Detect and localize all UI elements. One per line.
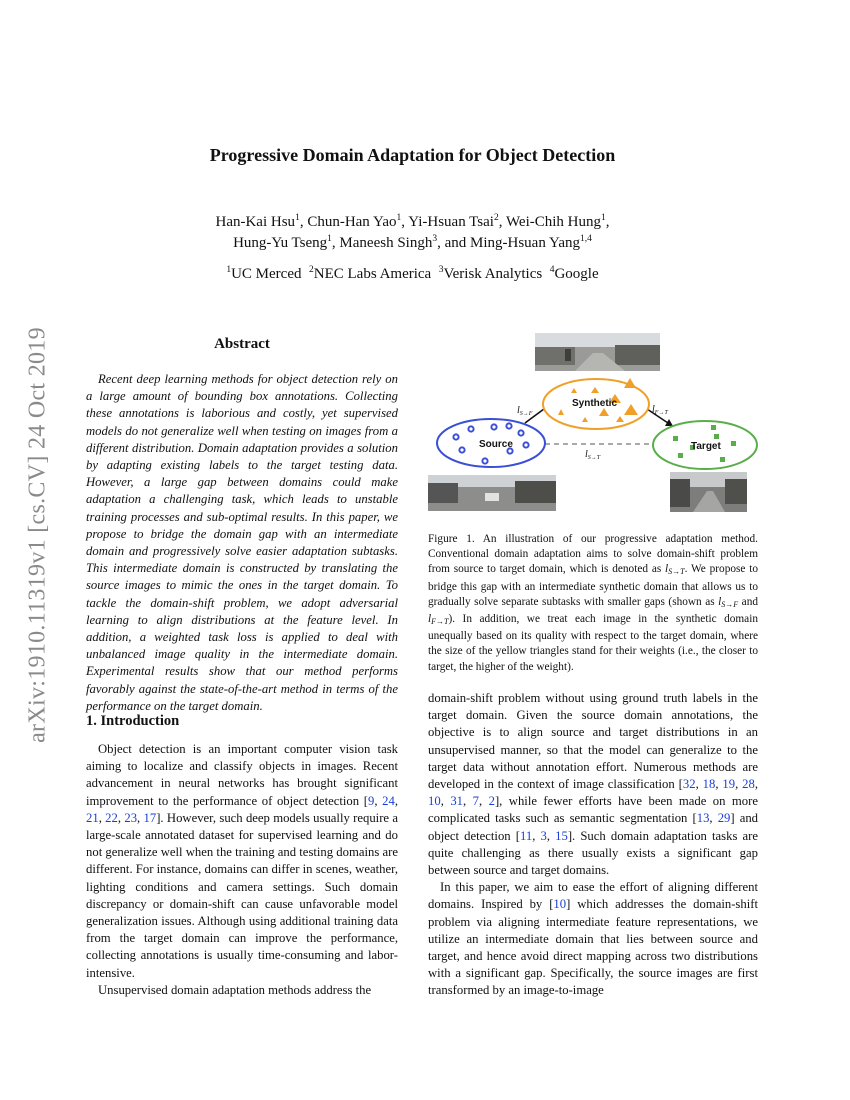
loss-label-sf: $l_{S\to F}$ <box>517 405 533 417</box>
target-photo <box>670 472 747 512</box>
citation-link[interactable]: 2 <box>488 794 495 809</box>
abstract-heading: Abstract <box>214 336 270 352</box>
affiliation: $^1$UC Merced <box>226 265 302 282</box>
abstract-text: Recent deep learning methods for object detection rely on a large amount of bounding box annotations. Collecting these annotations is laborious and costly, yet supervised models do not generalize well when testing on images from a different distribution. Domain adaptation provides a solution by adapting existing labels to the target testing data. However, a large gap between domains could make adaptation a challenging task, which leads to unstable training processes and sub-optimal results. In this paper, we propose to bridge the domain gap with an intermediate domain and progressively solve easier adaptation subtasks. This intermediate domain is constructed by translating the source images to mimic the ones in the target domain. To tackle the domain-shift problem, we adopt adversarial learning to align distributions at the feature level. In addition, a weighted task loss is applied to deal with unbalanced image quality in the intermediate domain. Experimental results show that our method performs favorably against the state-of-the-art method in terms of the performance on the target domain. <box>86 372 398 713</box>
citation-link[interactable]: 18 <box>702 777 716 792</box>
citation-link[interactable]: 15 <box>555 828 568 843</box>
citation-link[interactable]: 28 <box>742 777 755 792</box>
source-label: Source <box>479 439 513 450</box>
figure-1 <box>425 333 760 513</box>
citation-link[interactable]: 24 <box>382 793 395 808</box>
author: Yi-Hsuan Tsai$^2$ <box>408 213 499 230</box>
citation-link[interactable]: 7 <box>472 794 479 809</box>
affiliation: $^2$NEC Labs America <box>309 265 432 282</box>
paper-title: Progressive Domain Adaptation for Object Detection <box>209 145 616 165</box>
author: Chun-Han Yao$^1$ <box>307 213 402 230</box>
author: Ming-Hsuan Yang$^{1,4}$ <box>470 234 592 251</box>
loss-label-st: $l_{S\to T}$ <box>585 449 601 461</box>
citation-link[interactable]: 19 <box>722 777 736 792</box>
introduction-heading: 1. Introduction <box>86 713 180 729</box>
citation-link[interactable]: 10 <box>428 794 441 809</box>
loss-label-ft: $l_{F\to T}$ <box>652 404 668 416</box>
arxiv-identifier-text: arXiv:1910.11319v1 [cs.CV] 24 Oct 2019 <box>24 327 51 743</box>
citation-link[interactable]: 13 <box>696 811 710 826</box>
citation-link[interactable]: 22 <box>105 810 118 825</box>
figure-1-caption: Figure 1. An illustration of our progressive adaptation method. Conventional domain adaptation aims to solve domain-shift problem from source to target domain, which is denoted as $l_{S\to T}$. We propose to bridge this gap with an intermediate synthetic domain that allows us to gradually solve separate subtasks with smaller gaps (shown as $l_{S\to F}$ and $l_{F\to T}$). In addition, we treat each image in the synthetic domain unequally based on its quality with respect to the target domain, where the size of the yellow triangles stand for their weights (i.e., the closer to target, the higher of the weight). <box>428 533 758 673</box>
paragraph: Object detection is an important computer vision task aiming to localize and classify objects in images. Recent advancement in neural networks has brought significant improvement to the performance of object detection [9, 24, 21, 22, 23, 17]. However, such deep models usually require a large-scale annotated dataset for supervised learning and do not generalize well when the training and testing domains are different. For instance, domains can differ in scenes, weather, lighting conditions and camera settings. Such domain discrepancy or domain-shift can cause unfavorable model generalization issues. Although using additional training data from the target domain can improve the performance, collecting annotations is usually time-consuming and labor-intensive. <box>86 742 399 980</box>
author: Hung-Yu Tseng$^1$ <box>233 234 332 251</box>
author-list: Han-Kai Hsu$^1$, Chun-Han Yao$^1$, Yi-Hsuan Tsai$^2$, Wei-Chih Hung$^1$, Hung-Yu Tseng$^1$, Maneesh Singh$^3$, and Ming-Hsuan Yang$^{1,4}$ <box>215 213 610 251</box>
introduction-body <box>86 741 398 999</box>
affiliation: $^4$Google <box>549 265 599 282</box>
author: Han-Kai Hsu$^1$ <box>215 213 300 230</box>
citation-link[interactable]: 31 <box>450 794 463 809</box>
author: Maneesh Singh$^3$ <box>339 234 438 251</box>
citation-link[interactable]: 17 <box>143 810 157 825</box>
author: Wei-Chih Hung$^1$ <box>505 213 606 230</box>
synthetic-label: Synthetic <box>572 398 618 409</box>
synthetic-photo <box>535 333 660 371</box>
target-label: Target <box>691 441 721 452</box>
citation-link[interactable]: 3 <box>540 828 547 843</box>
paragraph: Unsupervised domain adaptation methods address the <box>98 982 372 997</box>
right-column-body <box>428 690 758 1000</box>
citation-link[interactable]: 29 <box>717 811 731 826</box>
citation-link[interactable]: 10 <box>553 897 567 912</box>
citation-link[interactable]: 21 <box>86 810 99 825</box>
affiliation: $^3$Verisk Analytics <box>438 265 543 282</box>
citation-link[interactable]: 9 <box>367 793 375 808</box>
affiliation-list <box>110 266 715 283</box>
citation-link[interactable]: 32 <box>682 777 696 792</box>
source-photo <box>428 475 556 511</box>
paragraph: In this paper, we aim to ease the effort of aligning different domains. Inspired by [10] which addresses the domain-shift problem via aligning intermediate feature representations, we utilize an intermediate domain that lies between source and target, and hence avoid direct mapping across two distributions with a significant gap. Specifically, the source images are first transformed by an image-to-image <box>428 880 758 998</box>
citation-link[interactable]: 23 <box>124 810 138 825</box>
citation-link[interactable]: 11 <box>519 828 533 843</box>
paragraph: domain-shift problem without using ground truth labels in the target domain. Given the source domain annotations, the objective is to align source and target distributions in an unsupervised manner, so that the model can generalize to the target data without annotation effort. Numerous methods are developed in the context of image classification [32, 18, 19, 28, 10, 31, 7, 2], while fewer efforts have been made on more complicated tasks such as semantic segmentation [13, 29] and object detection [11, 3, 15]. Such domain adaptation tasks are quite challenging as there usually exists a significant gap between source and target domains. <box>428 691 759 878</box>
figure-diagram <box>425 333 760 513</box>
arxiv-identifier <box>18 290 58 780</box>
